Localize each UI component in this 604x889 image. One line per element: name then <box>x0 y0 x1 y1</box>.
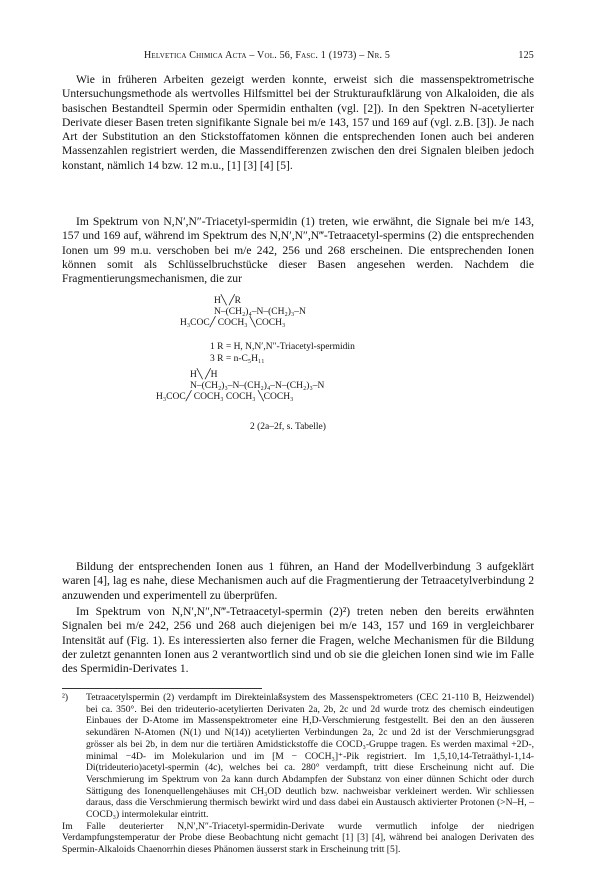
formula2-line-bottom: H₃COC╱ COCH₃ COCH₃ ╲COCH₃ <box>156 392 294 402</box>
footnote-mark: ²) <box>62 692 69 703</box>
footnote-text-1: Tetraacetylspermin (2) verdampft im Direkteinlaßsystem des Massenspektrometers (CEC 21-110 B, Heizwendel) bei ca. 350°. Bei den trideuterio-acetylierten Derivaten 2a, 2b, 2c und 2d wurde trotz des chemisch eindeutigen Einbaues der D-Atome im Massenspektrometer eine H,D-Verschmierung festgestellt. Bei den an den äusseren sekundären N-Atomen (N(1) und N(14)) acetylierten Verbindungen 2a, 2c und 2d ist der Verschmierungsgrad grösser als bei 2b, in dem nur die tertiären Amidstickstoffe die COCD₃-Gruppe tragen. Es werden maximal +2D-, minimal −4D- im Molekularion und im [M − COCH₃]⁺-Pik registriert. Im 1,5,10,14-Tetraäthyl-1,14-Di(trideuterio)acetyl-spermin (4c), welches bei ca. 280° verdampft, tritt diese Erscheinung nicht auf. Die Verschmierung im Spektrum von 2a kann durch Abdampfen der Substanz von einer dünnen Schicht oder durch Sättigung des Ionenquellengehäuses mit CH₃OD deutlich bzw. nachweisbar verkleinert werden. Wir schliessen daraus, dass die Verschmierung thermisch bewirkt wird und dass dabei ein Austausch aktivierter Protonen (>N–H, –COCD₃) intermolekular eintritt. <box>86 692 534 821</box>
paragraph-mechanism: Bildung der entsprechenden Ionen aus 1 führen, an Hand der Modellverbindung 3 aufgeklärt waren [4], lag es nahe, diese Mechanismen auch auf die Fragmentierung der Tetraacetylverbindung 2 anzuwenden und experimentell zu überprüfen. <box>62 560 534 602</box>
formula1-line-bottom: H₃COC╱ COCH₃ ╲COCH₃ <box>180 318 286 328</box>
structural-formula-1 <box>150 296 470 364</box>
paragraph-tetraacetyl: Im Spektrum von N,N′,N″,N‴-Tetraacetyl-spermin (2)²) treten neben den bereits erwähnten Signalen bei m/e 242, 256 und 268 auch diejenigen bei m/e 143, 157 und 169 in vergleichbarer Intensität auf (Fig. 1). Es interessierten also ferner die Fragen, welche Mechanismen für die Bildung der zuletzt genannten Ionen aus 2 verantwortlich sind und ob sie die gleichen Ionen sind wie im Falle des Spermidin-Derivates 1. <box>62 605 534 676</box>
formula1-line-top: H╲ ╱R <box>214 296 242 306</box>
formula2-line-main: N–(CH₂)₃–N–(CH₂)₄–N–(CH₂)₃–N <box>190 381 325 391</box>
formula1-line-main: N–(CH₂)₄–N–(CH₂)₃–N <box>214 307 306 317</box>
formula2-line-top: H╲ ╱H <box>190 370 218 380</box>
paragraph-spectrum: Im Spektrum von N,N′,N″-Triacetyl-spermidin (1) treten, wie erwähnt, die Signale bei m/e 143, 157 und 169 auf, während im Spektrum des N,N′,N″,N‴-Tetraacetyl-spermins (2) die entsprechenden Ionen um 99 m.u. verschoben bei m/e 242, 256 und 268 erscheinen. Die entsprechenden Ionen können somit als Schlüsselbruchstücke dieser Basen angesehen werden. Nachdem die Fragmentierungsmechanismen, die zur <box>62 215 534 286</box>
structural-formula-2 <box>150 370 470 430</box>
footnote-text-2: Im Falle deuterierter N,N′,N″-Triacetyl-spermidin-Derivate wurde vermutlich infolge der niedrigen Verdampfungstemperatur der Probe diese Beobachtung nicht gemacht [1] [3] [4], während bei analogen Derivaten des Spermin-Alkaloids Chaenorrhin dieses Phänomen äusserst stark in Erscheinung tritt [5]. <box>62 820 534 856</box>
formula1-caption-3: 3 R = n-C₅H₁₁ <box>210 354 265 364</box>
paragraph-intro: Wie in früheren Arbeiten gezeigt werden konnte, erweist sich die massenspektrometrische Untersuchungsmethode als wertvolles Hilfsmittel bei der Strukturaufklärung von Alkaloiden, die als basischen Bestandteil Spermin oder Spermidin enthalten (vgl. [2]). In den Spektren N-acetylierter Derivate dieser Basen treten signifikante Signale bei m/e 143, 157 und 169 auf (vgl. z.B. [3]). Je nach Art der Substitution an den Stickstoffatomen können die entsprechenden Ionen auch bei anderen Massenzahlen registriert werden, die Massendifferenzen zwischen den drei Signalen bleiben jedoch konstant, nämlich 14 bzw. 12 m.u., [1] [3] [4] [5]. <box>62 73 534 172</box>
footnote <box>62 692 534 856</box>
footnote-divider <box>62 688 262 689</box>
formula1-caption-1: 1 R = H, N,N′,N″-Triacetyl-spermidin <box>210 342 355 352</box>
running-title: Helvetica Chimica Acta – Vol. 56, Fasc. 1 (1973) – Nr. 5 <box>144 50 391 61</box>
formula2-caption: 2 (2a–2f, s. Tabelle) <box>250 422 326 432</box>
page-number: 125 <box>518 50 534 61</box>
